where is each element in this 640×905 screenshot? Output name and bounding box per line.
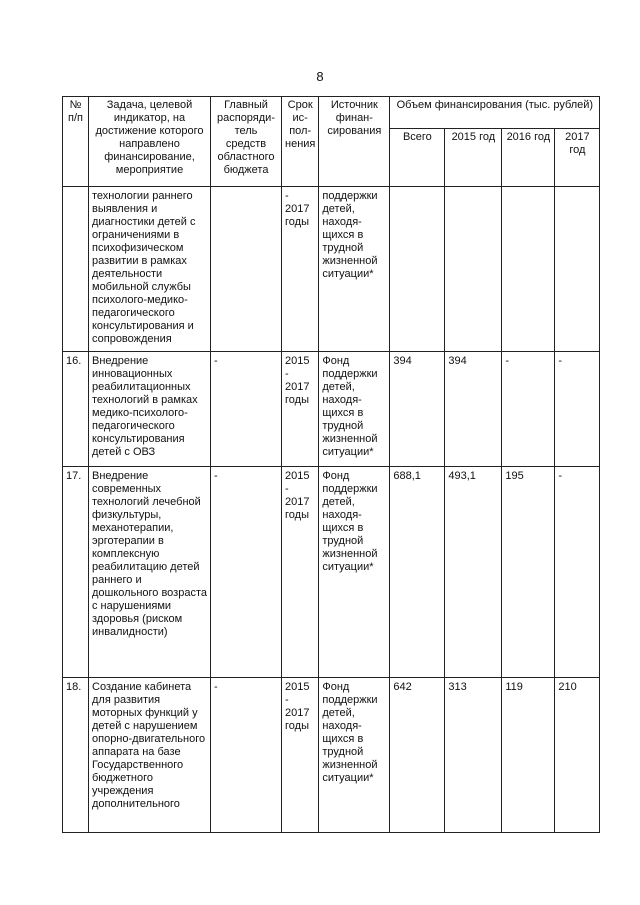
row-2015 xyxy=(445,187,502,352)
row-total: 642 xyxy=(390,678,445,833)
row-num: 16. xyxy=(63,352,89,467)
header-source: Источник финан-сирования xyxy=(319,97,390,187)
funding-table xyxy=(62,96,600,833)
header-2016: 2016 год xyxy=(502,129,555,187)
row-total xyxy=(390,187,445,352)
row-source: Фонд поддержки детей, находя-щихся в трудной жизненной ситуации* xyxy=(319,678,390,833)
row-2015: 394 xyxy=(445,352,502,467)
row-task: Внедрение современных технологий лечебной физкультуры, механотерапии, эрготерапии в комплексную реабилитацию детей раннего и дошкольного возраста с нарушениями здоровья (риском инвалидности) xyxy=(89,467,211,678)
row-task: технологии раннего выявления и диагностики детей с ограничениями в психофизическом развитии в рамках деятельности мобильной службы психолого-медико-педагогического консультирования и сопровождения xyxy=(89,187,211,352)
row-term: 2015 - 2017 годы xyxy=(282,467,319,678)
row-source: Фонд поддержки детей, находя-щихся в трудной жизненной ситуации* xyxy=(319,467,390,678)
row-total: 688,1 xyxy=(390,467,445,678)
row-term: - 2017 годы xyxy=(282,187,319,352)
table-row xyxy=(63,352,600,467)
row-2016: 195 xyxy=(502,467,555,678)
row-num: 18. xyxy=(63,678,89,833)
header-num: № п/п xyxy=(63,97,89,187)
table-row xyxy=(63,678,600,833)
row-2017: 210 xyxy=(555,678,600,833)
row-2016 xyxy=(502,187,555,352)
row-manager: - xyxy=(211,352,282,467)
row-2017: - xyxy=(555,352,600,467)
row-task: Создание кабинета для развития моторных функций у детей с нарушением опорно-двигательного аппарата на базе Государственного бюджетного учреждения дополнительного xyxy=(89,678,211,833)
table-row xyxy=(63,187,600,352)
row-2015: 313 xyxy=(445,678,502,833)
row-num xyxy=(63,187,89,352)
header-2015: 2015 год xyxy=(445,129,502,187)
row-source: поддержки детей, находя-щихся в трудной жизненной ситуации* xyxy=(319,187,390,352)
row-manager: - xyxy=(211,678,282,833)
header-funding: Объем финансирования (тыс. рублей) xyxy=(390,97,600,129)
row-source: Фонд поддержки детей, находя-щихся в трудной жизненной ситуации* xyxy=(319,352,390,467)
page-number: 8 xyxy=(316,69,324,84)
row-2017 xyxy=(555,187,600,352)
row-total: 394 xyxy=(390,352,445,467)
row-term: 2015 - 2017 годы xyxy=(282,678,319,833)
header-task: Задача, целевой индикатор, на достижение которого направлено финансирование, мероприятие xyxy=(89,97,211,187)
header-term: Срок ис-пол-нения xyxy=(282,97,319,187)
table-row xyxy=(63,467,600,678)
row-2015: 493,1 xyxy=(445,467,502,678)
header-total: Всего xyxy=(390,129,445,187)
row-manager xyxy=(211,187,282,352)
table-header-row xyxy=(63,97,600,129)
row-term: 2015 - 2017 годы xyxy=(282,352,319,467)
header-2017: 2017 год xyxy=(555,129,600,187)
row-2017: - xyxy=(555,467,600,678)
row-num: 17. xyxy=(63,467,89,678)
header-manager: Главный распоряди-тель средств областного бюджета xyxy=(211,97,282,187)
row-manager: - xyxy=(211,467,282,678)
row-2016: - xyxy=(502,352,555,467)
row-2016: 119 xyxy=(502,678,555,833)
row-task: Внедрение инновационных реабилитационных технологий в рамках медико-психолого-педагогического консультирования детей с ОВЗ xyxy=(89,352,211,467)
